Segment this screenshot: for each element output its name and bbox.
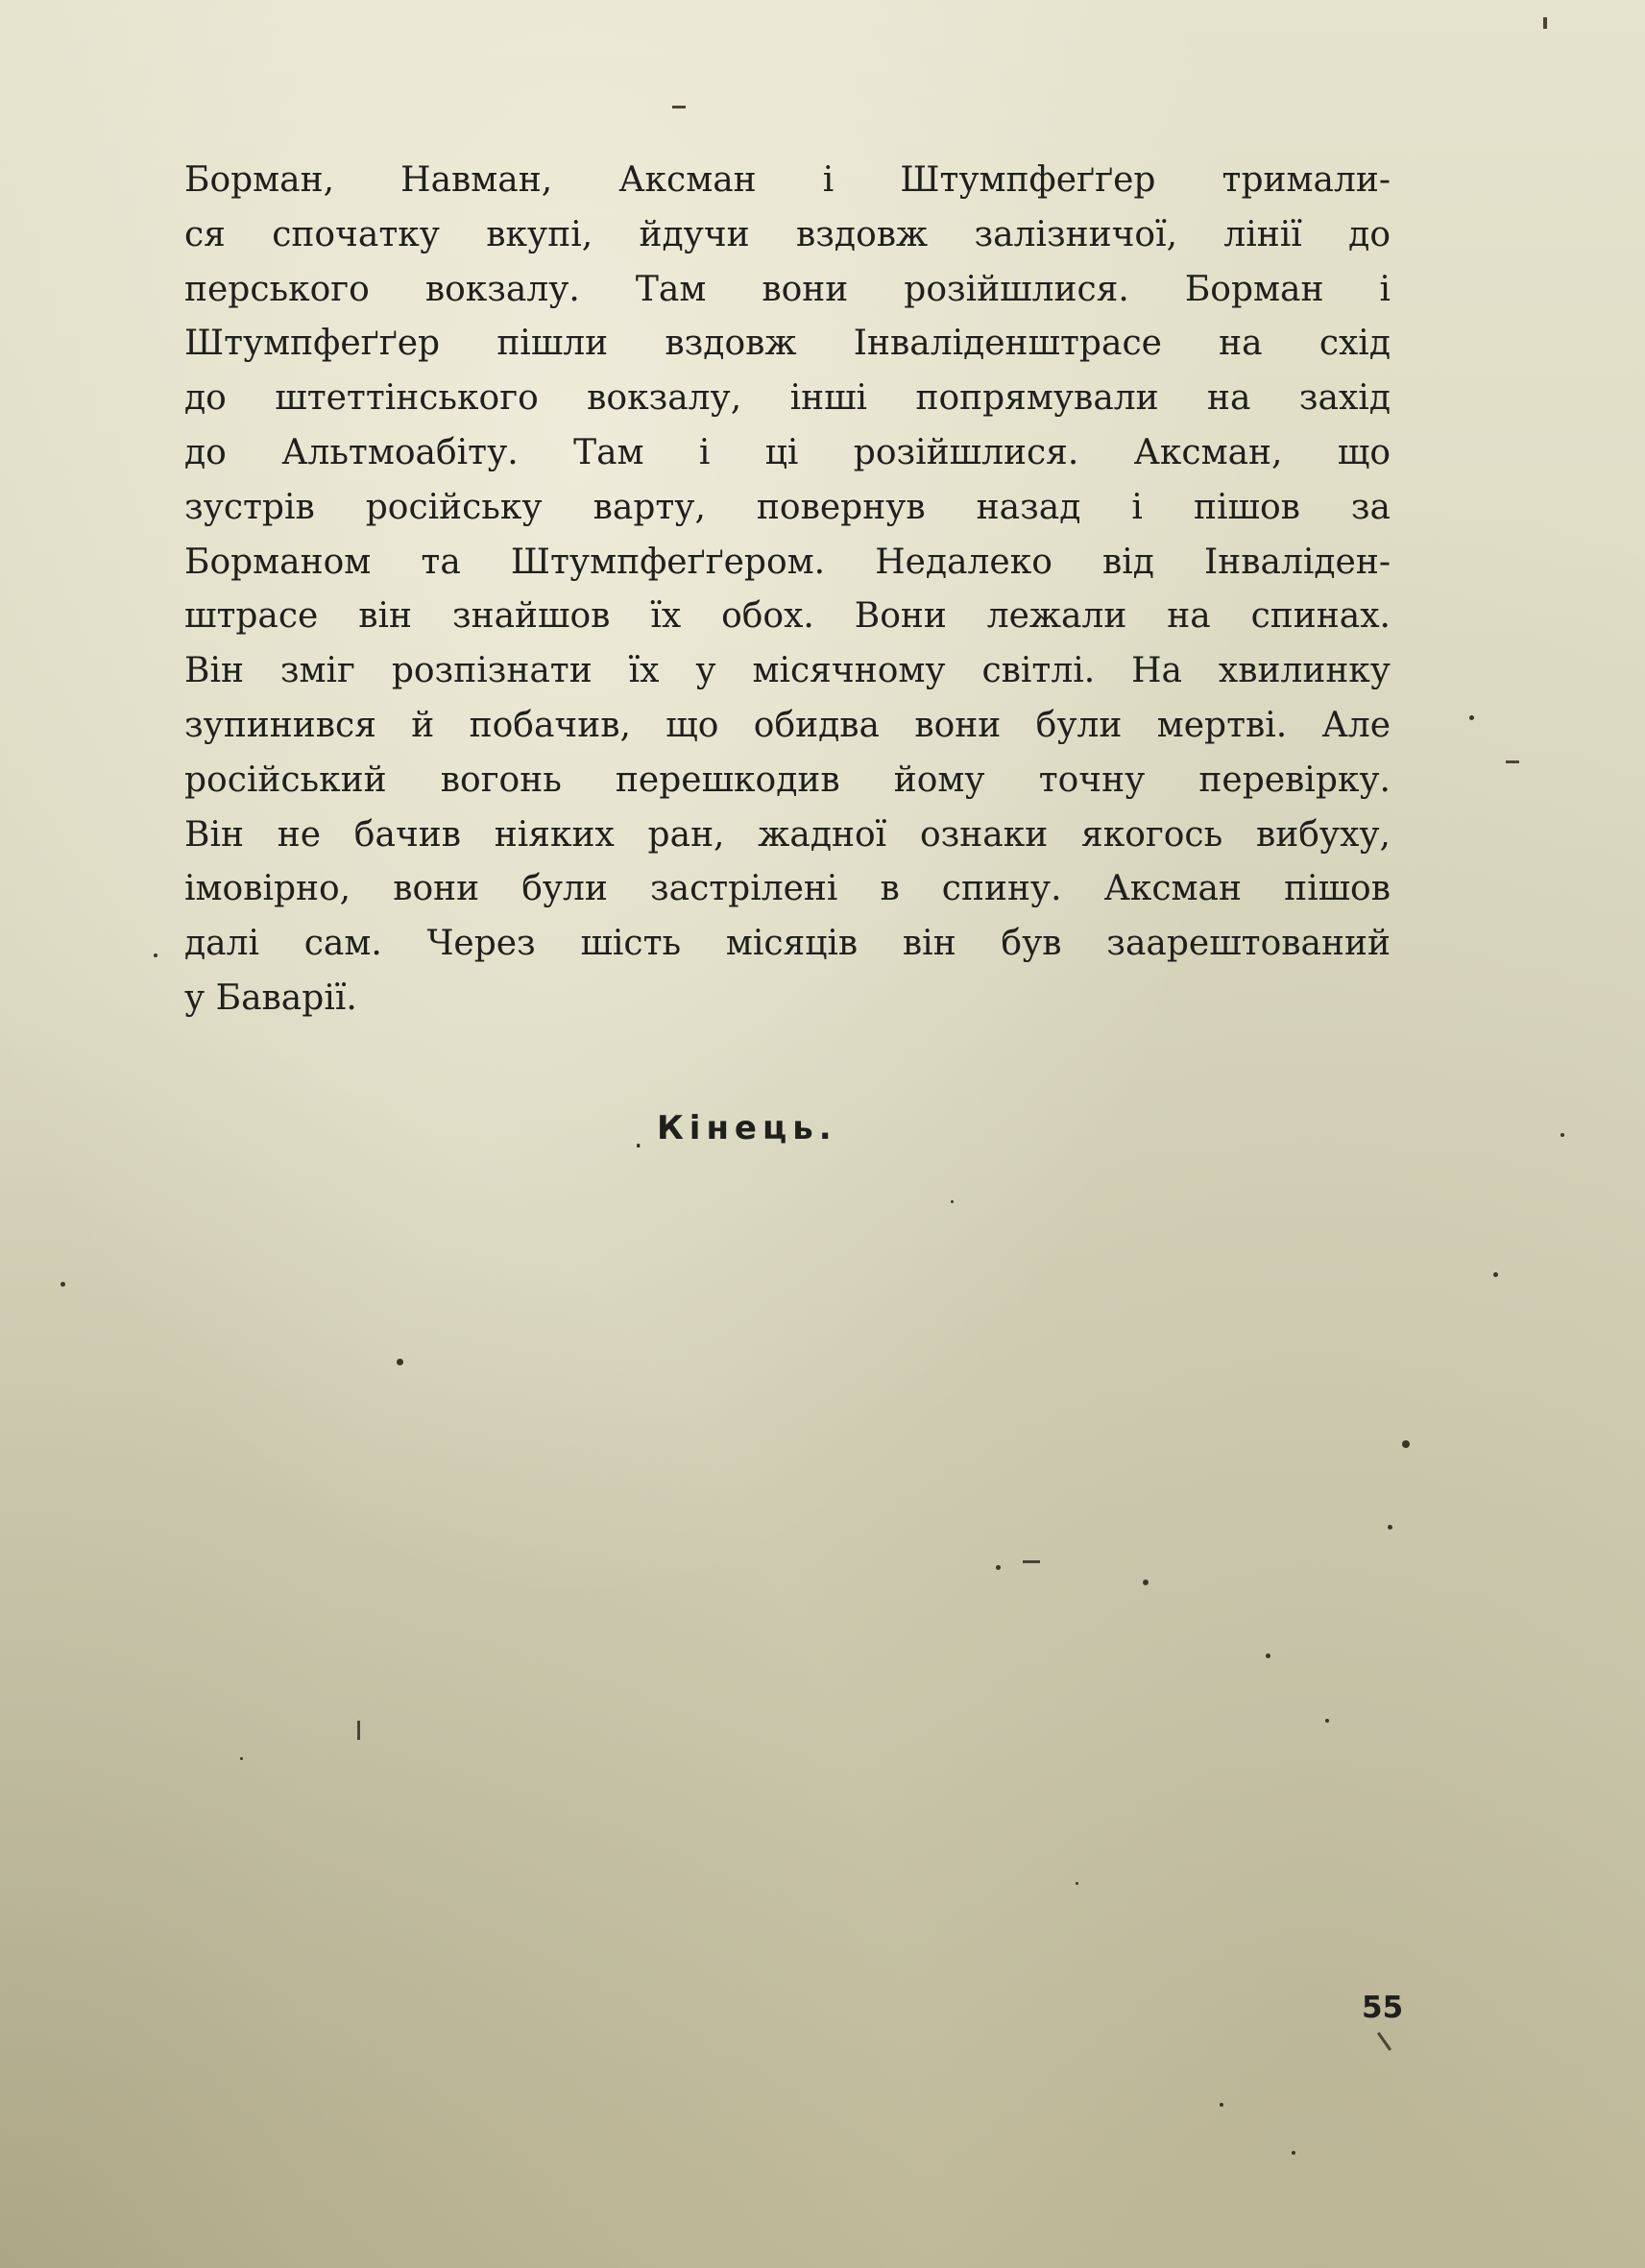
body-text (184, 154, 1391, 1026)
paper-speck (154, 953, 157, 957)
text-line: російський вогонь перешкодив йому точну перевірку. (184, 760, 1391, 800)
paper-speck (1325, 1719, 1329, 1723)
ending-heading: Кінець. (657, 1109, 837, 1147)
text-line: до штеттінського вокзалу, інші попрямували на захід (184, 378, 1391, 419)
text-line: Борман, Навман, Аксман і Штумпфеґґер тримали- (184, 160, 1391, 200)
paper-speck (1388, 1525, 1392, 1530)
paper-speck (1143, 1580, 1149, 1585)
paper-speck (1266, 1653, 1270, 1658)
text-line: зустрів російську варту, повернув назад і пішов за (184, 487, 1391, 527)
text-line: Він зміг розпізнати їх у місячному світлі. На хвилинку (184, 651, 1391, 691)
text-line: перського вокзалу. Там вони розійшлися. Борман і (184, 269, 1391, 309)
paper-speck (240, 1757, 243, 1760)
text-line: далі сам. Через шість місяців він був заарештований (184, 924, 1391, 964)
paper-speck (1220, 2103, 1223, 2107)
paper-speck (1402, 1440, 1410, 1448)
paper-mark (1543, 17, 1547, 29)
paper-speck (1076, 1882, 1078, 1885)
text-line: Він не бачив ніяких ран, жадної ознаки якогось вибуху, (184, 814, 1391, 855)
paper-mark (1377, 2032, 1391, 2051)
text-line: у Баварії. (184, 977, 357, 1018)
paper-mark (1506, 760, 1519, 763)
paper-mark (357, 1721, 360, 1740)
page-number: 55 (1362, 1991, 1404, 2025)
text-line: Борманом та Штумпфеґґером. Недалеко від Інваліден- (184, 542, 1391, 582)
paper-speck (951, 1200, 954, 1203)
paper-speck (1493, 1272, 1498, 1277)
text-line: Штумпфеґґер пішли вздовж Інваліденштрасе на схід (184, 324, 1391, 364)
text-line: штрасе він знайшов їх обох. Вони лежали на спинах. (184, 596, 1391, 637)
paper-speck (996, 1565, 1001, 1570)
paper-speck (60, 1282, 65, 1287)
text-line: ся спочатку вкупі, йдучи вздовж залізничої, лінії до (184, 214, 1391, 254)
text-line: до Альтмоабіту. Там і ці розійшлися. Аксман, що (184, 432, 1391, 472)
print-dot: . (634, 1122, 643, 1155)
paper-mark (672, 106, 686, 109)
paper-speck (1469, 715, 1474, 720)
text-line: імовірно, вони були застрілені в спину. Аксман пішов (184, 869, 1391, 909)
paper-speck (1292, 2151, 1295, 2155)
paper-speck (1560, 1133, 1564, 1137)
paper-speck (397, 1359, 403, 1365)
paper-mark (1023, 1560, 1040, 1563)
text-line: зупинився й побачив, що обидва вони були мертві. Але (184, 705, 1391, 745)
